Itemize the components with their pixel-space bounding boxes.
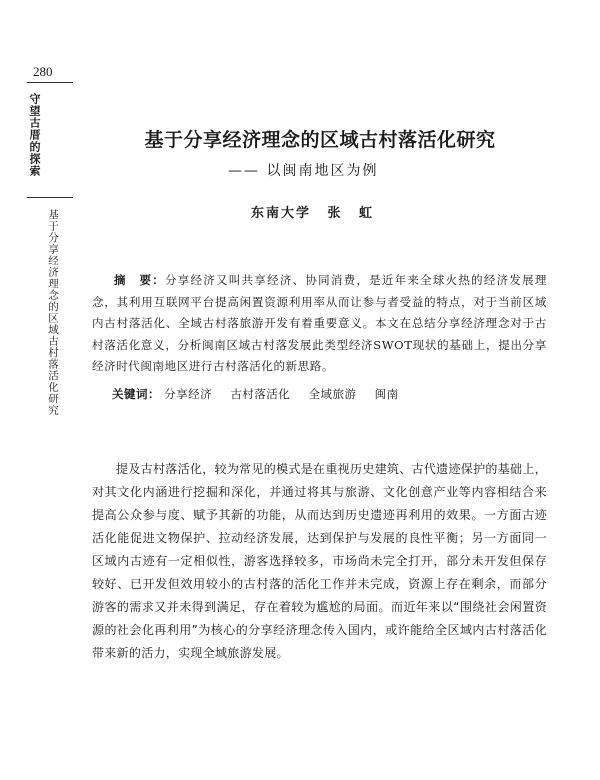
running-head-article: 基于分享经济理念的区域古村落活化研究	[47, 209, 59, 416]
paper-subtitle: —— 以闽南地区为例	[228, 163, 379, 179]
keyword: 分享经济	[164, 387, 213, 401]
side-divider-top	[27, 82, 73, 83]
keywords-label: 关键词：	[112, 387, 160, 401]
paper-title: 基于分享经济理念的区域古村落活化研究	[144, 129, 496, 151]
keyword: 全域旅游	[308, 387, 357, 401]
abstract-label: 摘 要：	[114, 273, 166, 287]
keyword: 古村落活化	[230, 387, 291, 401]
abstract-text: 分享经济又叫共享经济、协同消费，是近年来全球火热的经济发展理念，其利用互联网平台提高闲置资源利用率从而让参与者受益的特点，对于当前区域内古村落活化、全域古村落旅游开发有着重要意义。本文在总结分享经济理念对于古村落活化意义，分析闽南区域古村落发展此类型经济SWOT现状的基础上，提出分享经济时代闽南地区进行古村落活化的新思路。	[92, 273, 548, 373]
running-head-series: 守望古厝的探索	[28, 93, 41, 177]
abstract	[92, 270, 547, 378]
keywords	[112, 386, 542, 402]
body-paragraph: 提及古村落活化，较为常见的模式是在重视历史建筑、古代遗迹保护的基础上，对其文化内涵进行挖掘和深化，并通过将其与旅游、文化创意产业等内容相结合来提高公众参与度、赋予其新的功能，从而达到历史遗迹再利用的效果。一方面古迹活化能促进文物保护、拉动经济发展，达到保护与发展的良性平衡；另一方面同一区域内古迹有一定相似性，游客选择较多，市场尚未完全打开，部分未开发但保存较好、已开发但效用较小的古村落的活化工作并未完成，资源上存在剩余，而部分游客的需求又并未得到满足，存在着较为尴尬的局面。而近年来以“围绕社会闲置资源的社会化再利用”为核心的分享经济理念传入国内，或许能给全区域内古村落活化带来新的活力，实现全域旅游发展。	[92, 462, 547, 660]
author-line: 东南大学 张 虹	[251, 206, 375, 221]
page-number: 280	[33, 64, 53, 79]
side-divider-middle	[27, 197, 73, 198]
keyword: 闽南	[374, 387, 399, 401]
